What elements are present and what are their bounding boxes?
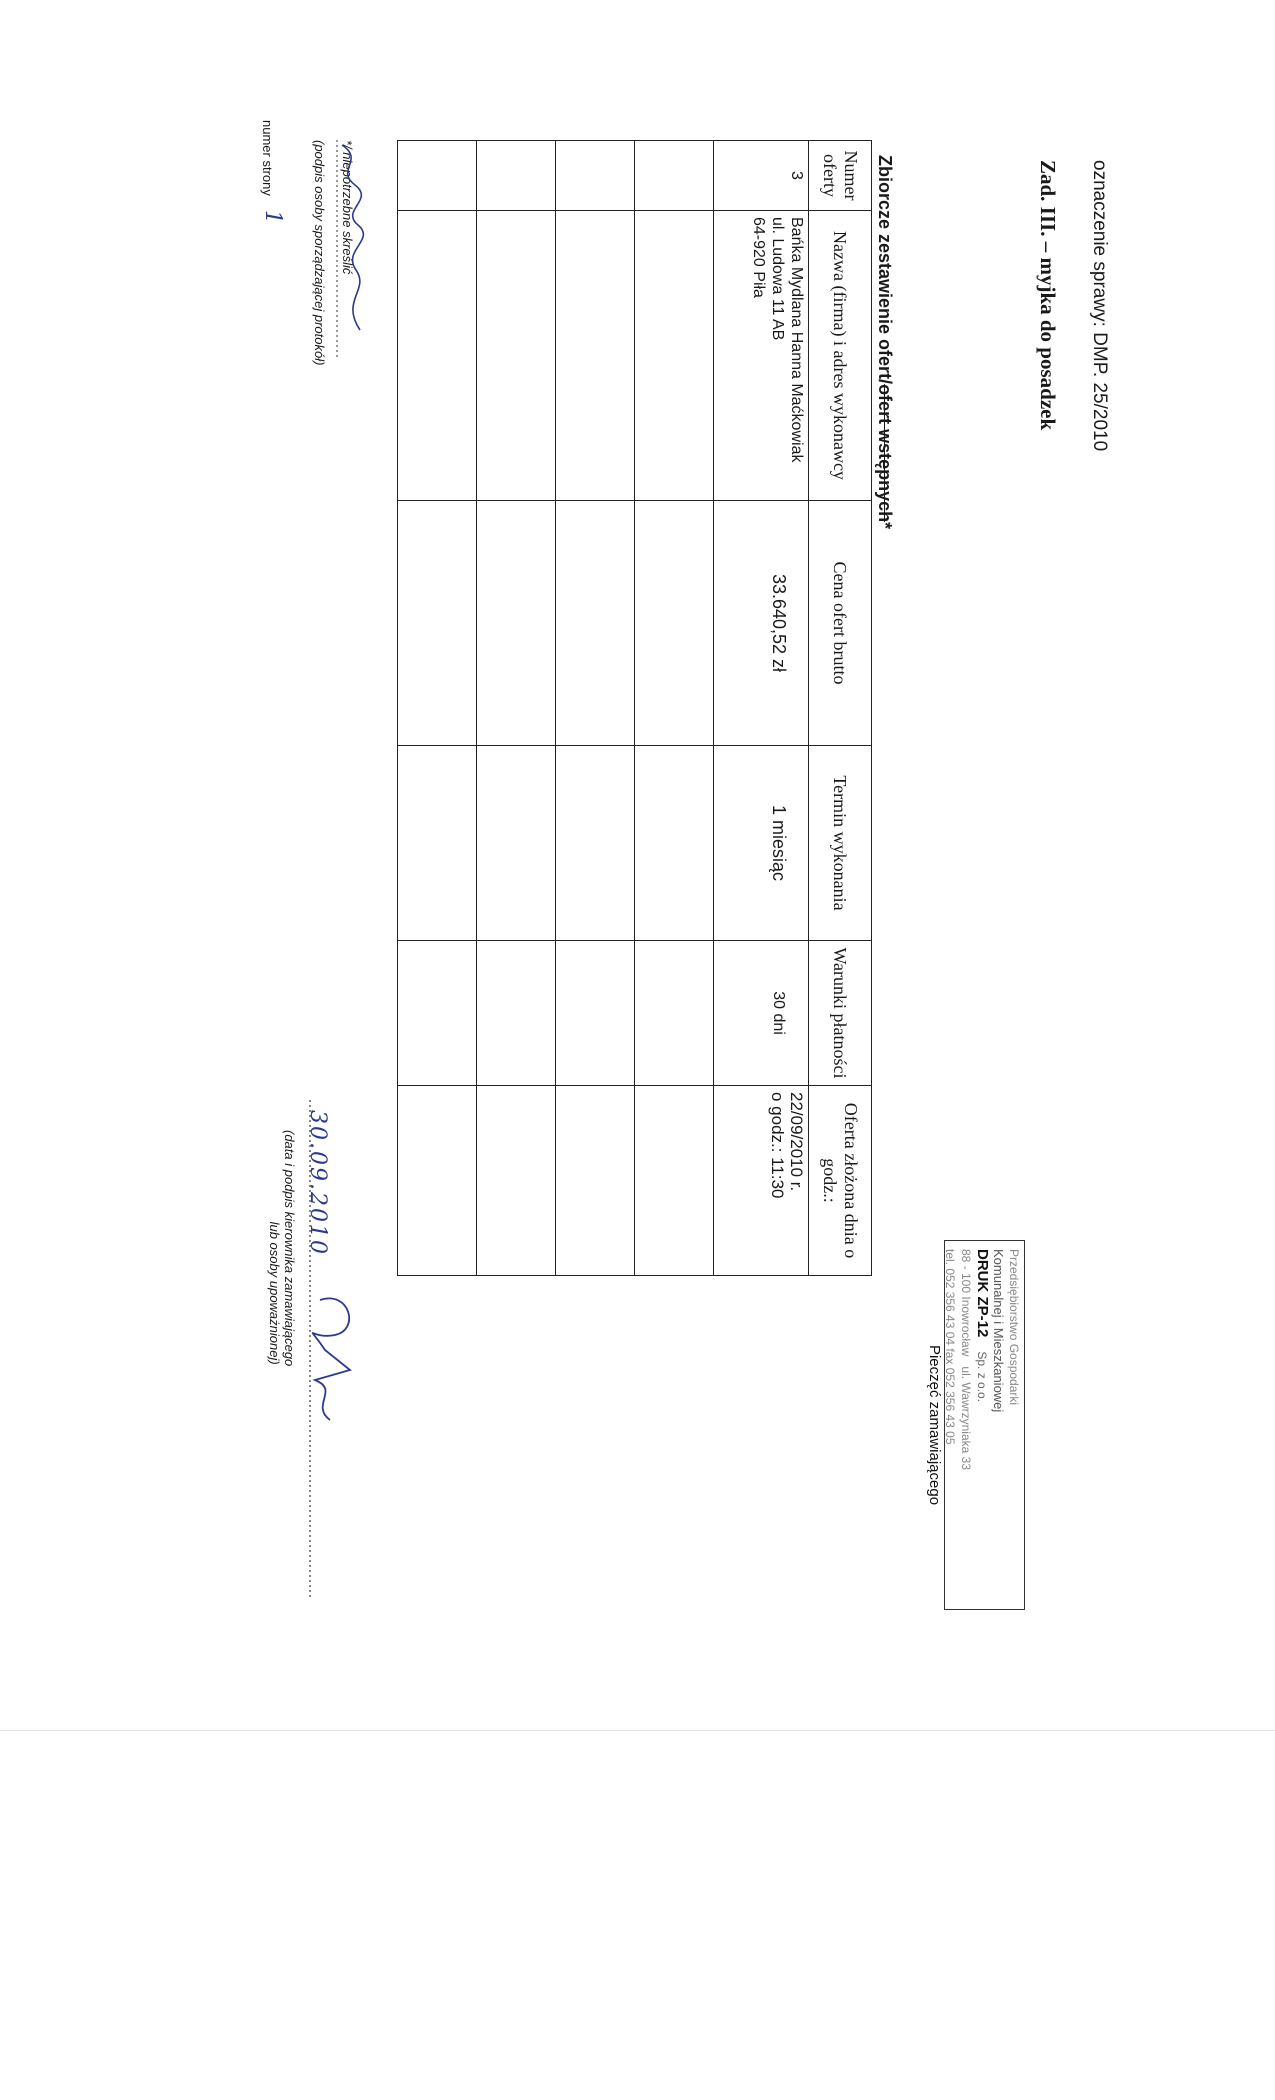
cell-number: 3	[714, 141, 809, 211]
table-row	[714, 141, 809, 1276]
submitted-date: 22/09/2010 r.	[787, 1092, 806, 1192]
case-reference: oznaczenie sprawy: DMP. 25/2010	[1089, 160, 1110, 452]
header-payment: Warunki płatności	[809, 941, 872, 1086]
table-row-empty	[635, 141, 714, 1276]
manager-signature-label: (data i podpis kierownika zamawiającego lub osoby upoważnionej)	[267, 1130, 297, 1367]
handwritten-date: 30.09.2010	[305, 1110, 330, 1256]
page-number-value: 1	[260, 210, 285, 224]
stamp-line4: 88 - 100 Inowrocław ul. Wawrzyniaka 33	[959, 1249, 973, 1470]
stamp-label: Pieczęć zamawiającego	[926, 1344, 943, 1506]
cell-submitted	[714, 1086, 809, 1276]
cell-term: 1 miesiąc	[714, 746, 809, 941]
name-line3: 64-920 Piła	[750, 217, 767, 298]
header-submitted: Oferta złożona dnia o godz.:	[809, 1086, 872, 1276]
name-line2: ul. Ludowa 11 AB	[769, 217, 786, 341]
table-row-empty	[556, 141, 635, 1276]
cell-price: 33.640,52 zł	[714, 501, 809, 746]
cell-name	[714, 211, 809, 501]
document-title: Zad. III. – myjka do posadzek	[1036, 160, 1060, 431]
stamp-line1: Przedsiębiorstwo Gospodarki	[1007, 1249, 1021, 1406]
stamp-line2: Komunalnej i Mieszkaniowej	[991, 1249, 1006, 1413]
submitted-time: o godz.: 11:30	[768, 1092, 787, 1199]
section-heading	[874, 155, 895, 529]
header-name: Nazwa (firma) i adres wykonawcy	[809, 211, 872, 501]
name-line1: Bańka Mydlana Hanna Maćkowiak	[788, 217, 805, 463]
stamp-spzoo: Sp. z o.o.	[975, 1351, 989, 1403]
footnote: */ niepotrzebne skreślić	[340, 140, 355, 275]
table-header-row	[809, 141, 872, 1276]
stamp-druk: DRUK ZP-12Sp. z o.o.	[974, 1249, 991, 1403]
manager-signature-line	[307, 1100, 313, 1600]
heading-main: Zbiorcze zestawienie ofert/	[875, 155, 895, 385]
cell-payment: 30 dni	[714, 941, 809, 1086]
stamp-line6: tel. 052 356 43 04 fax 052 356 43 05	[943, 1249, 957, 1445]
table-row-empty	[477, 141, 556, 1276]
offers-table	[397, 140, 872, 1276]
header-price: Cena ofert brutto	[809, 501, 872, 746]
page-number-label: numer strony	[260, 120, 275, 196]
preparer-signature	[330, 140, 370, 370]
header-term: Termin wykonania	[809, 746, 872, 941]
header-number: Numer oferty	[809, 141, 872, 211]
heading-struck: ofert wstępnych	[875, 384, 895, 523]
table-row-empty	[398, 141, 477, 1276]
preparer-signature-label: (podpis osoby sporządzającej protokół)	[312, 140, 327, 366]
company-stamp	[926, 1240, 1025, 1610]
heading-suffix: *	[875, 522, 895, 530]
